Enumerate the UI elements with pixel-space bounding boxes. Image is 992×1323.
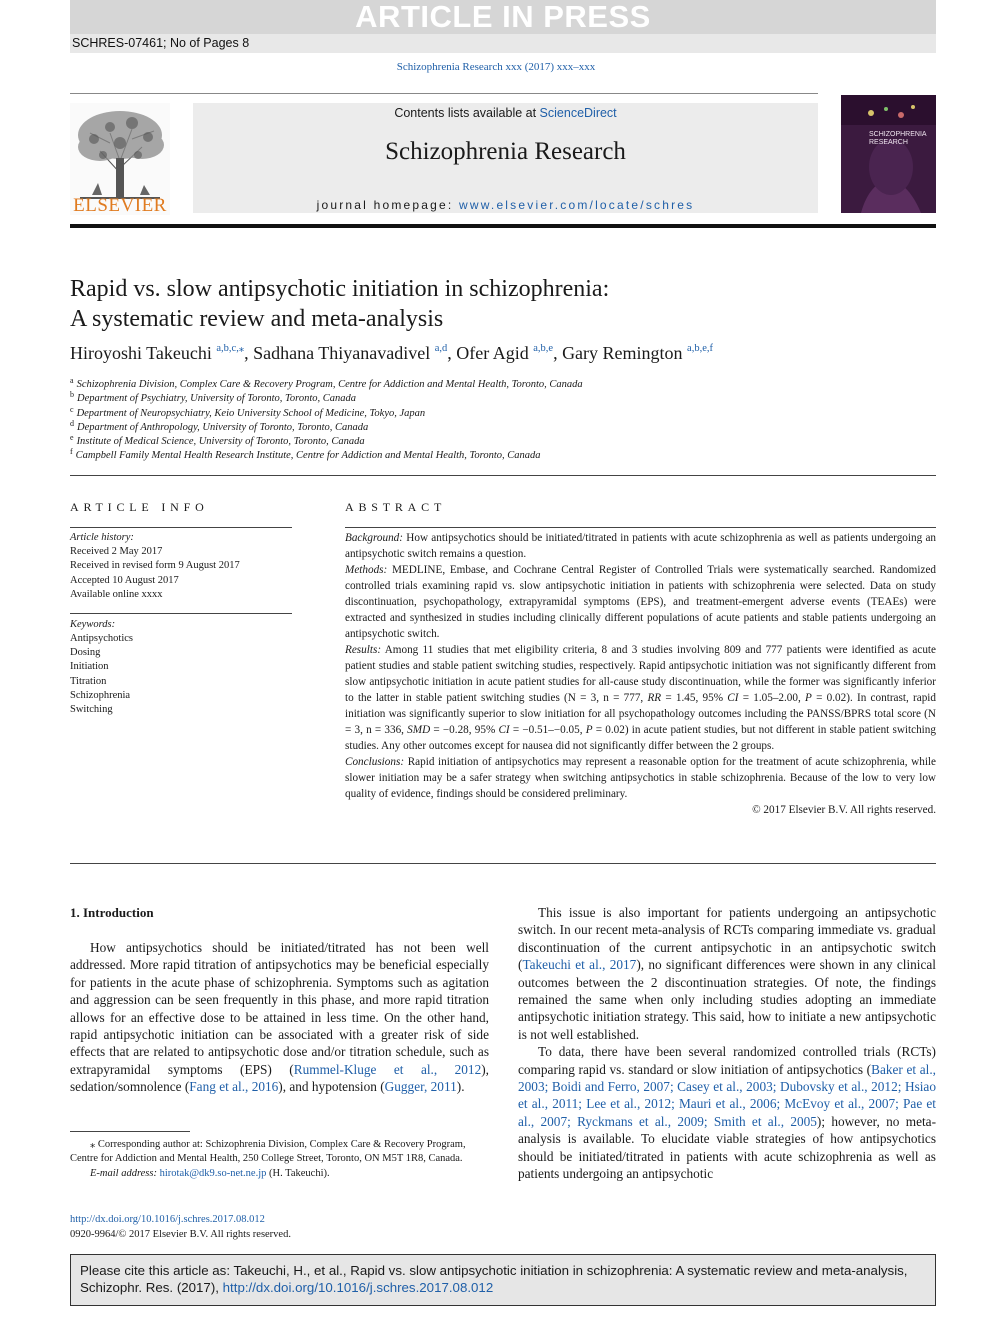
background-label: Background: (345, 532, 403, 544)
author-affiliation-marks[interactable]: a,d (434, 343, 448, 354)
journal-homepage (193, 198, 818, 212)
methods-text: MEDLINE, Embase, and Cochrane Central Register of Controlled Trials were systematically searched. Randomized controlled trials examining rapid vs. slow antipsychotic initiation in patients with schizophrenia were selected. Data on study discontinuation, psychopathology, extrapyramidal symptoms (EPS), and treatment-emergent adverse events (TEAEs) were extracted and synthesized in studies including clinically different populations of acute patients and stable patients undergoing an antipsychotic switch. (345, 564, 936, 640)
keyword: Antipsychotics (70, 633, 133, 644)
intro-paragraph-1 (70, 939, 489, 1096)
affiliation-key: e (70, 433, 74, 442)
results-text: = −0.28, 95% (430, 724, 499, 736)
article-title-line-1: Rapid vs. slow antipsychotic initiation in schizophrenia: (70, 276, 610, 302)
abstract-body (345, 530, 936, 818)
citation-link[interactable]: Baker et al., 2003; Boidi and Ferro, 2007; Casey et al., 2003; Dubovsky et al., 2012; Hsiao et al., 2011; Lee et al., 2012; Mauri et al., 2006; McEvoy et al., 2007; Pae et al., 2007; Ryckmans et al., 2009; Smith et al., 2005 (518, 1061, 936, 1129)
ci-symbol: CI (498, 724, 510, 736)
citation-link[interactable]: Rummel-Kluge et al., 2012 (293, 1061, 482, 1077)
affiliation (70, 390, 356, 404)
abstract-background (345, 530, 936, 562)
author-name[interactable]: Ofer Agid (456, 343, 529, 363)
cover-title: SCHIZOPHRENIA RESEARCH (869, 131, 927, 146)
rr-symbol: RR (647, 692, 662, 704)
homepage-link[interactable]: www.elsevier.com/locate/schres (458, 198, 695, 212)
background-text: How antipsychotics should be initiated/titrated in patients with acute schizophrenia as well as patients undergoing an antipsychotic switch remains a question. (345, 532, 937, 560)
keyword: Dosing (70, 647, 101, 658)
abstract-rule (345, 527, 936, 528)
citation-link[interactable]: Gugger, 2011 (384, 1079, 457, 1095)
journal-reference-link[interactable]: Schizophrenia Research xxx (2017) xxx–xxx (396, 61, 596, 73)
affiliation (70, 433, 365, 447)
journal-title: Schizophrenia Research (385, 138, 626, 165)
header-top-rule (70, 93, 818, 94)
journal-cover-image[interactable] (841, 95, 936, 213)
citation-doi-link[interactable]: http://dx.doi.org/10.1016/j.schres.2017.08.012 (222, 1280, 494, 1295)
affiliation (70, 419, 368, 433)
results-text: = −0.51–−0.05, (509, 724, 586, 736)
citation-link[interactable]: Fang et al., 2016 (189, 1079, 279, 1095)
affiliation (70, 447, 541, 461)
journal-cover-art (841, 95, 936, 213)
history-received: Received 2 May 2017 (70, 546, 163, 557)
affiliation-key: f (70, 447, 73, 456)
citation-prefix: Please cite this article as: Takeuchi, H., et al., Rapid vs. slow antipsychotic initiation in schizophrenia: A systematic review and meta-analysis, Schizophr. Res. (2017), (80, 1263, 908, 1295)
affiliation (70, 376, 583, 390)
results-text: = 0.02) in acute patient studies, but not different in stable patient switching studies. Any other outcomes except for nausea did not significantly differ between the 2 groups. (345, 724, 936, 752)
affiliation-key: b (70, 390, 74, 399)
ci-symbol: CI (727, 692, 739, 704)
author-affiliation-marks[interactable]: a,b,e,f (687, 343, 713, 354)
issn-line: 0920-9964/© 2017 Elsevier B.V. All rights reserved. (70, 1229, 291, 1240)
paragraph-text: This issue is also important for patients undergoing an antipsychotic switch. In our recent meta-analysis of RCTs comparing immediate vs. gradual discontinuation of the current antipsychotic in an antipsychotic switch ( (518, 905, 936, 973)
affiliation-key: a (70, 376, 74, 385)
results-text: Among 11 studies that met eligibility criteria, 8 and 3 studies involving 809 and 777 patients were identified as acute patient studies and stable patient switching studies, respectively. Rapid antipsychotic initiation was not significantly different from slow antipsychotic initiation in acute patient studies for all-cause study discontinuation, while the former was significantly inferior to the latter in stable patient switching studies (N = 3, n = 777, (345, 644, 936, 704)
affiliation-text: Department of Neuropsychiatry, Keio University School of Medicine, Tokyo, Japan (76, 408, 426, 419)
homepage-prefix: journal homepage: (316, 198, 459, 212)
keyword: Schizophrenia (70, 690, 131, 701)
contents-prefix: Contents lists available at (394, 106, 540, 120)
keyword: Initiation (70, 661, 109, 672)
manuscript-id: SCHRES-07461; No of Pages 8 (72, 36, 250, 50)
author-affiliation-marks[interactable]: a,b,e (533, 343, 554, 354)
intro-paragraph-2 (518, 904, 936, 1043)
keyword: Titration (70, 676, 107, 687)
article-in-press-text: ARTICLE IN PRESS (355, 0, 651, 34)
keyword: Switching (70, 704, 113, 715)
abstract-conclusions (345, 754, 936, 802)
footnote-star: ⁎ (90, 1139, 96, 1150)
p-symbol: P (585, 724, 593, 736)
author-name[interactable]: Gary Remington (562, 343, 683, 363)
affiliation-text: Department of Anthropology, University of Toronto, Toronto, Canada (77, 422, 369, 433)
author-name[interactable]: Hiroyoshi Takeuchi (70, 343, 212, 363)
email-label: E-mail address: (90, 1167, 157, 1179)
paragraph-text: ), sedation/somnolence ( (70, 1061, 489, 1095)
article-info-heading: ARTICLE INFO (70, 500, 209, 514)
paragraph-text: To data, there have been several randomized controlled trials (RCTs) comparing rapid vs. standard or slow initiation of antipsychotics ( (518, 1044, 936, 1077)
history-revised: Received in revised form 9 August 2017 (70, 560, 240, 571)
abstract-heading: ABSTRACT (345, 500, 447, 514)
corresponding-author-footnote (70, 1138, 492, 1181)
conclusions-label: Conclusions: (345, 756, 405, 768)
section-heading-introduction: 1. Introduction (70, 905, 154, 920)
affiliation-key: c (70, 405, 74, 414)
citation-link[interactable]: Takeuchi et al., 2017 (522, 957, 637, 973)
p-symbol: P (805, 692, 812, 704)
results-label: Results: (345, 644, 382, 656)
email-link[interactable]: hirotak@dk9.so-net.ne.jp (159, 1167, 267, 1179)
abstract-results (345, 642, 936, 754)
smd-symbol: SMD (407, 724, 431, 736)
results-text: = 0.02). In contrast, rapid initiation was significantly superior to slow initiation for all psychopathology outcomes including the PANSS/BPRS total score (N = 3, n = 336, (345, 692, 936, 736)
keywords-rule (70, 613, 292, 614)
footnote-rule (70, 1131, 190, 1132)
elsevier-wordmark: ELSEVIER (73, 195, 167, 216)
history-online: Available online xxxx (70, 589, 163, 600)
paragraph-text: ), and hypotension ( (278, 1079, 385, 1095)
affiliation-text: Institute of Medical Science, University of Toronto, Toronto, Canada (76, 436, 365, 447)
affiliation-text: Campbell Family Mental Health Research Institute, Centre for Addiction and Mental Health, Toronto, Canada (75, 450, 541, 461)
paragraph-text: ). (456, 1079, 465, 1095)
affiliation (70, 405, 425, 419)
author-affiliation-marks[interactable]: a,b,c,⁎ (216, 343, 245, 354)
citation-text (80, 1262, 928, 1296)
body-column-right (518, 904, 936, 1183)
doi-link[interactable]: http://dx.doi.org/10.1016/j.schres.2017.08.012 (70, 1214, 265, 1225)
affiliation-key: d (70, 419, 74, 428)
conclusions-text: Rapid initiation of antipsychotics may represent a reasonable option for the treatment of acute schizophrenia, while slower initiation may be a safer strategy when switching antipsychotics in stable schizophrenia. Because of the low to very low quality of evidence, findings should be considered preliminary. (345, 756, 936, 800)
title-block-rule (70, 475, 936, 476)
elsevier-logo[interactable] (70, 103, 170, 215)
body-column-left (70, 939, 489, 1096)
email-suffix: (H. Takeuchi). (269, 1167, 330, 1179)
article-title (70, 274, 890, 334)
abstract-bottom-rule (70, 863, 936, 864)
results-text: = 1.45, 95% (661, 692, 728, 704)
author-name[interactable]: Sadhana Thiyanavadivel (253, 343, 431, 363)
paragraph-text: How antipsychotics should be initiated/titrated has not been well addressed. More rapid titration of antipsychotics may be beneficial especially for patients in the acute phase of schizophrenia. Symptoms such as agitation and aggression can be seen frequently in this phase, and more rapid titration allows for an effective dose to be attained in less time. On the other hand, rapid antipsychotic initiation can be associated with a greater risk of side effects that are related to antipsychotic dose and/or titration schedule, such as extrapyramidal symptoms (EPS) ( (70, 940, 489, 1077)
corresponding-address: Corresponding author at: Schizophrenia Division, Complex Care & Recovery Program, Centre for Addiction and Mental Health, 250 College Street, Toronto, ON M5T 1R8, Canada. (70, 1139, 466, 1165)
copyright-notice: © 2017 Elsevier B.V. All rights reserved. (752, 804, 936, 816)
results-text: = 1.05–2.00, (738, 692, 806, 704)
contents-availability (193, 106, 818, 120)
article-title-line-2: A systematic review and meta-analysis (70, 306, 444, 332)
header-rule (70, 224, 936, 228)
author-list: Hiroyoshi Takeuchi $^{a,b,c,⁎}$, Sadhana Thiyanavadivel $^{a,d}$, Ofer Agid $^{a,b,e}$, Gary Remington $^{a,b,e,f}$ (70, 343, 713, 363)
keywords-label: Keywords: (70, 619, 116, 630)
affiliation-text: Department of Psychiatry, University of Toronto, Toronto, Canada (77, 393, 357, 404)
paragraph-text: ); however, no meta-analysis is available. To elucidate viable strategies of how antipsychotics should be initiated/titrated in patients with acute schizophrenia as well as patients undergoing an antipsychotic (518, 1113, 936, 1182)
methods-label: Methods: (345, 564, 388, 576)
history-accepted: Accepted 10 August 2017 (70, 575, 179, 586)
affiliation-text: Schizophrenia Division, Complex Care & Recovery Program, Centre for Addiction and Mental Health, Toronto, Canada (76, 379, 583, 390)
history-label: Article history: (70, 532, 134, 543)
intro-paragraph-3 (518, 1043, 936, 1182)
article-info-rule (70, 527, 292, 528)
abstract-methods (345, 562, 936, 642)
sciencedirect-link[interactable]: ScienceDirect (539, 106, 617, 120)
paragraph-text: ), no significant differences were shown in any clinical outcomes between the 2 discontinuation strategies. Of note, the findings remained the same when only including studies adopting an immediate antipsychotic initiation strategy. This said, how to initiate a new antipsychotic is not well established. (518, 957, 936, 1042)
